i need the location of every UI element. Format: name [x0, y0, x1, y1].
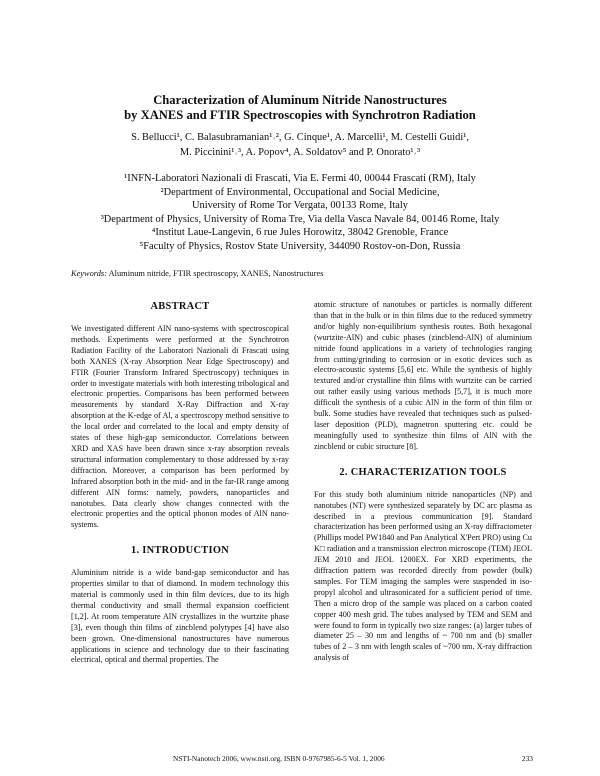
introduction-heading: 1. INTRODUCTION [130, 545, 230, 557]
affiliation-4: ⁴Institut Laue-Langevin, 6 rue Jules Horowitz, 38042 Grenoble, France [151, 227, 449, 238]
page-number: 233 [521, 754, 533, 763]
author-line-1: S. Bellucci¹, C. Balasubramanian¹˒², G. Cinque¹, A. Marcelli¹, M. Cestelli Guidi¹, [131, 132, 469, 143]
affiliation-5: ⁵Faculty of Physics, Rostov State University, 344090 Rostov-on-Don, Russia [139, 240, 461, 252]
author-line-2: M. Piccinini¹˒³, A. Popov⁴, A. Soldatov⁵ and P. Onorato¹˒³ [179, 147, 421, 158]
author-list [40, 130, 560, 160]
title-line-1: Characterization of Aluminum Nitride Nanostructures [153, 93, 447, 107]
keywords-text: Aluminum nitride, FTIR spectroscopy, XANES, Nanostructures [106, 269, 324, 278]
characterization-heading: 2. CHARACTERIZATION TOOLS [339, 466, 507, 478]
left-column [71, 300, 289, 666]
affiliation-2-cont: University of Rome Tor Vergata, 00133 Rome, Italy [192, 200, 408, 211]
affiliation-3: ³Department of Physics, University of Roma Tre, Via della Vasca Navale 84, 00146 Rome, Italy [100, 213, 500, 225]
keywords [71, 268, 531, 279]
title-line-2: by XANES and FTIR Spectroscopies with Synchrotron Radiation [124, 108, 476, 122]
abstract-text: We investigated different AlN nano-systems with spectroscopical methods. Experiments were performed at the Synchrotron Radiation Facility of the Laboratori Nazionali di Frascati using both XANES (X-ray Absorption Near Edge Spectroscopy) and FTIR (Fourier Transform Infrared Spectroscopy) techniques in order to investigate materials with both interesting tribological and electronic properties. Comparisons has been performed between measurements by standard X-Ray Diffraction and X-ray absorption at the K-edge of Al, a spectroscopy method sensitive to the local order and correlated to the local and empty density of states of these high-gap semiconductor. Correlations between XRD and XAS have been drawn since x-ray absorption reveals structural information complementary to those addressed by x-ray diffraction. Moreover, a comparison has been performed by Infrared absorption both in the mid- and in the far-IR range among different AlN forms: namely, powders, nanoparticles and nanotubes. Data clearly show changes connected with the electronic properties and the optical phonon modes of AlN nano-systems. [71, 324, 289, 530]
abstract-heading: ABSTRACT [150, 301, 210, 312]
paper-title [40, 93, 560, 123]
introduction-text: Aluminium nitride is a wide band-gap semiconductor and has properties similar to that of diamond. In modern technology this material is commonly used in thin film devices, due to its high thermal conductivity and small thermal expansion coefficient [1,2]. At room temperature AlN crystallizes in the wurtzite phase [3], even though thin films of zincblend polytypes [4] have also been grown. One-dimensional nanostructures have numerous applications in science and technology due to their fascinating electrical, optical and thermal properties. The [71, 568, 289, 665]
footer-citation: NSTI-Nanotech 2006, www.nsti.org, ISBN 0-9767985-6-5 Vol. 1, 2006 [173, 754, 385, 763]
introduction-continued-text: atomic structure of nanotubes or particles is normally different than that in the bulk or in thin films due to the reduced symmetry and/or highly non-equilibrium synthesis routes. Both hexagonal (wurtzite-AlN) and cubic phases (zincblend-AlN) of aluminium nitride found applications in a variety of technologies ranging from cutting/grinding to corrosion or in exotic devices such as electro-acoustic systems [5,6] etc. While the synthesis of highly textured and/or crystalline thin films with wurtzite can be carried out rather easily using various methods [5,7], it is much more difficult the synthesis of a cubic AlN in the form of thin film or bulk. Some studies have revealed that techniques such as pulsed-laser deposition (PLD), magnetron sputtering etc. could be meaningfully used to synthesize thin films of AlN with the zincblend or cubic structure [8]. [314, 300, 532, 451]
affiliation-1: ¹INFN-Laboratori Nazionali di Frascati, Via E. Fermi 40, 00044 Frascati (RM), Italy [124, 173, 476, 184]
characterization-text: For this study both aluminium nitride nanoparticles (NP) and nanotubes (NT) were synthesized separately by DC arc plasma as described in a previous communication [9]. Standard characterization has been performed using an X-ray diffractometer (Phillips model PW1840 and Pan Analytical X'Pert PRO) using Cu K□ radiation and a transmission electron microscope (TEM) JEOL JEM 2010 and JEOL 1200EX. For XRD experiments, the diffraction pattern was recorded directly from powder (bulk) samples. For TEM imaging the samples were suspended in iso-propyl alcohol and ultrasonicated for a sufficient period of time. Then a micro drop of the sample was placed on a carbon coated copper 400 mesh grid. The tubes analysed by TEM and SEM and were found to form in typically two size ranges: (a) larger tubes of diameter 25 – 30 nm and lengths of ~ 700 nm and (b) smaller tubes of 2 – 3 nm with length scales of ~700 nm. X-ray diffraction analysis of [314, 489, 532, 663]
right-column [314, 300, 532, 664]
affiliation-2: ²Department of Environmental, Occupational and Social Medicine, [160, 186, 440, 198]
keywords-label: Keywords: [71, 269, 107, 278]
affiliation-list [40, 172, 560, 253]
